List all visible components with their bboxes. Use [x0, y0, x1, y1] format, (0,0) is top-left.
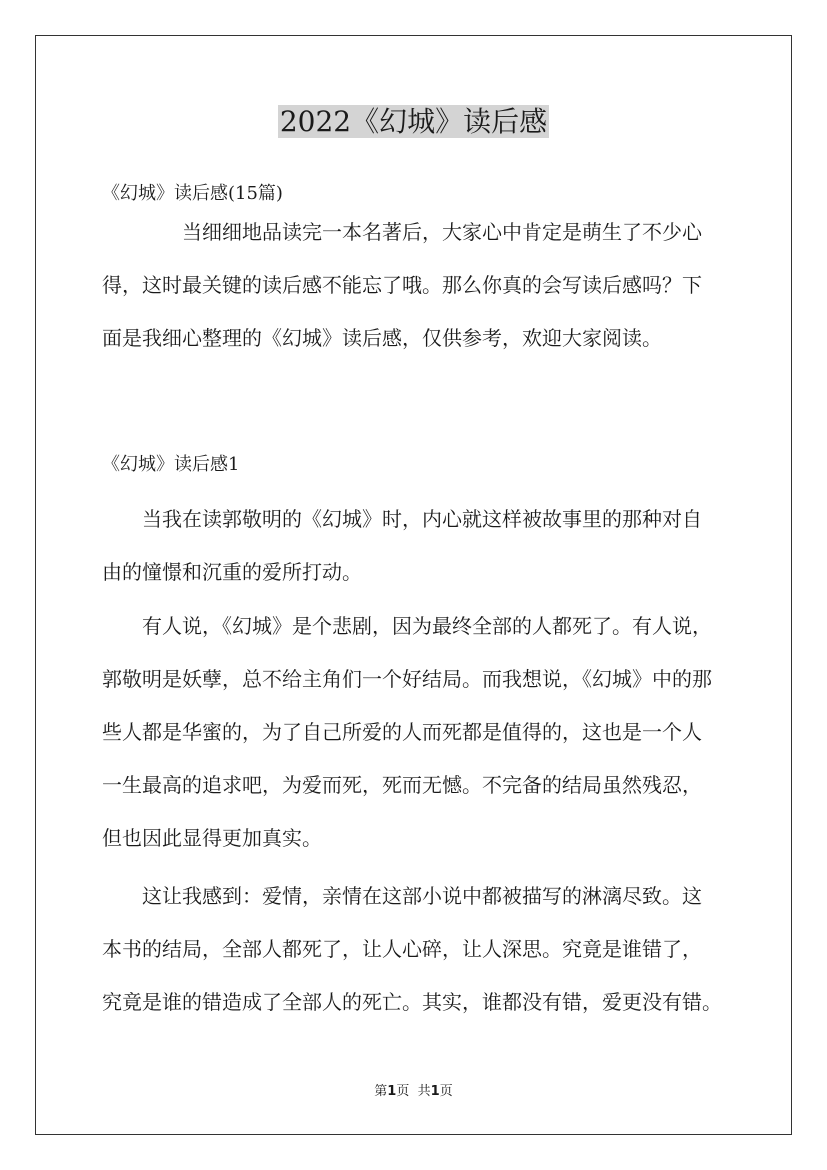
- paragraph-line: 些人都是华蜜的，为了自己所爱的人而死都是值得的，这也是一个人: [102, 720, 702, 744]
- paragraph-line: 本书的结局，全部人都死了，让人心碎，让人深思。究竟是谁错了，: [102, 937, 702, 961]
- paragraph-line: 有人说，《幻城》是个悲剧，因为最终全部的人都死了。有人说，: [142, 614, 712, 638]
- body-paragraph-2: [102, 600, 732, 865]
- paragraph-line: 究竟是谁的错造成了全部人的死亡。其实，谁都没有错，爱更没有错。: [102, 990, 722, 1014]
- page-prefix: 第: [374, 1084, 388, 1099]
- paragraph-line: 一生最高的追求吧，为爱而死，死而无憾。不完备的结局虽然残忍，: [102, 773, 702, 797]
- document-subtitle: 《幻城》读后感(15篇): [102, 183, 283, 204]
- document-title: [0, 100, 827, 144]
- total-suffix: 页: [439, 1084, 453, 1099]
- page-number: 1: [387, 1084, 397, 1099]
- page-footer: [0, 1083, 827, 1101]
- intro-line: 面是我细心整理的《幻城》读后感，仅供参考，欢迎大家阅读。: [102, 326, 662, 350]
- intro-paragraph: [102, 206, 732, 365]
- section-heading: 《幻城》读后感1: [102, 454, 240, 475]
- intro-line: 当细细地品读完一本名著后，大家心中肯定是萌生了不少心: [182, 220, 702, 244]
- paragraph-line: 但也因此显得更加真实。: [102, 826, 322, 850]
- page-suffix: 页: [396, 1084, 410, 1099]
- body-paragraph-3: [102, 870, 732, 1029]
- paragraph-line: 由的憧憬和沉重的爱所打动。: [102, 560, 362, 584]
- intro-line: 得，这时最关键的读后感不能忘了哦。那么你真的会写读后感吗？下: [102, 273, 702, 297]
- paragraph-line: 郭敬明是妖孽，总不给主角们一个好结局。而我想说，《幻城》中的那: [102, 667, 712, 691]
- paragraph-line: 当我在读郭敬明的《幻城》时，内心就这样被故事里的那种对自: [142, 507, 702, 531]
- total-pages: 1: [430, 1084, 440, 1099]
- paragraph-line: 这让我感到：爱情，亲情在这部小说中都被描写的淋漓尽致。这: [142, 884, 702, 908]
- total-prefix: 共: [417, 1084, 431, 1099]
- body-paragraph-1: [102, 493, 732, 599]
- document-title-text: 2022《幻城》读后感: [279, 105, 548, 138]
